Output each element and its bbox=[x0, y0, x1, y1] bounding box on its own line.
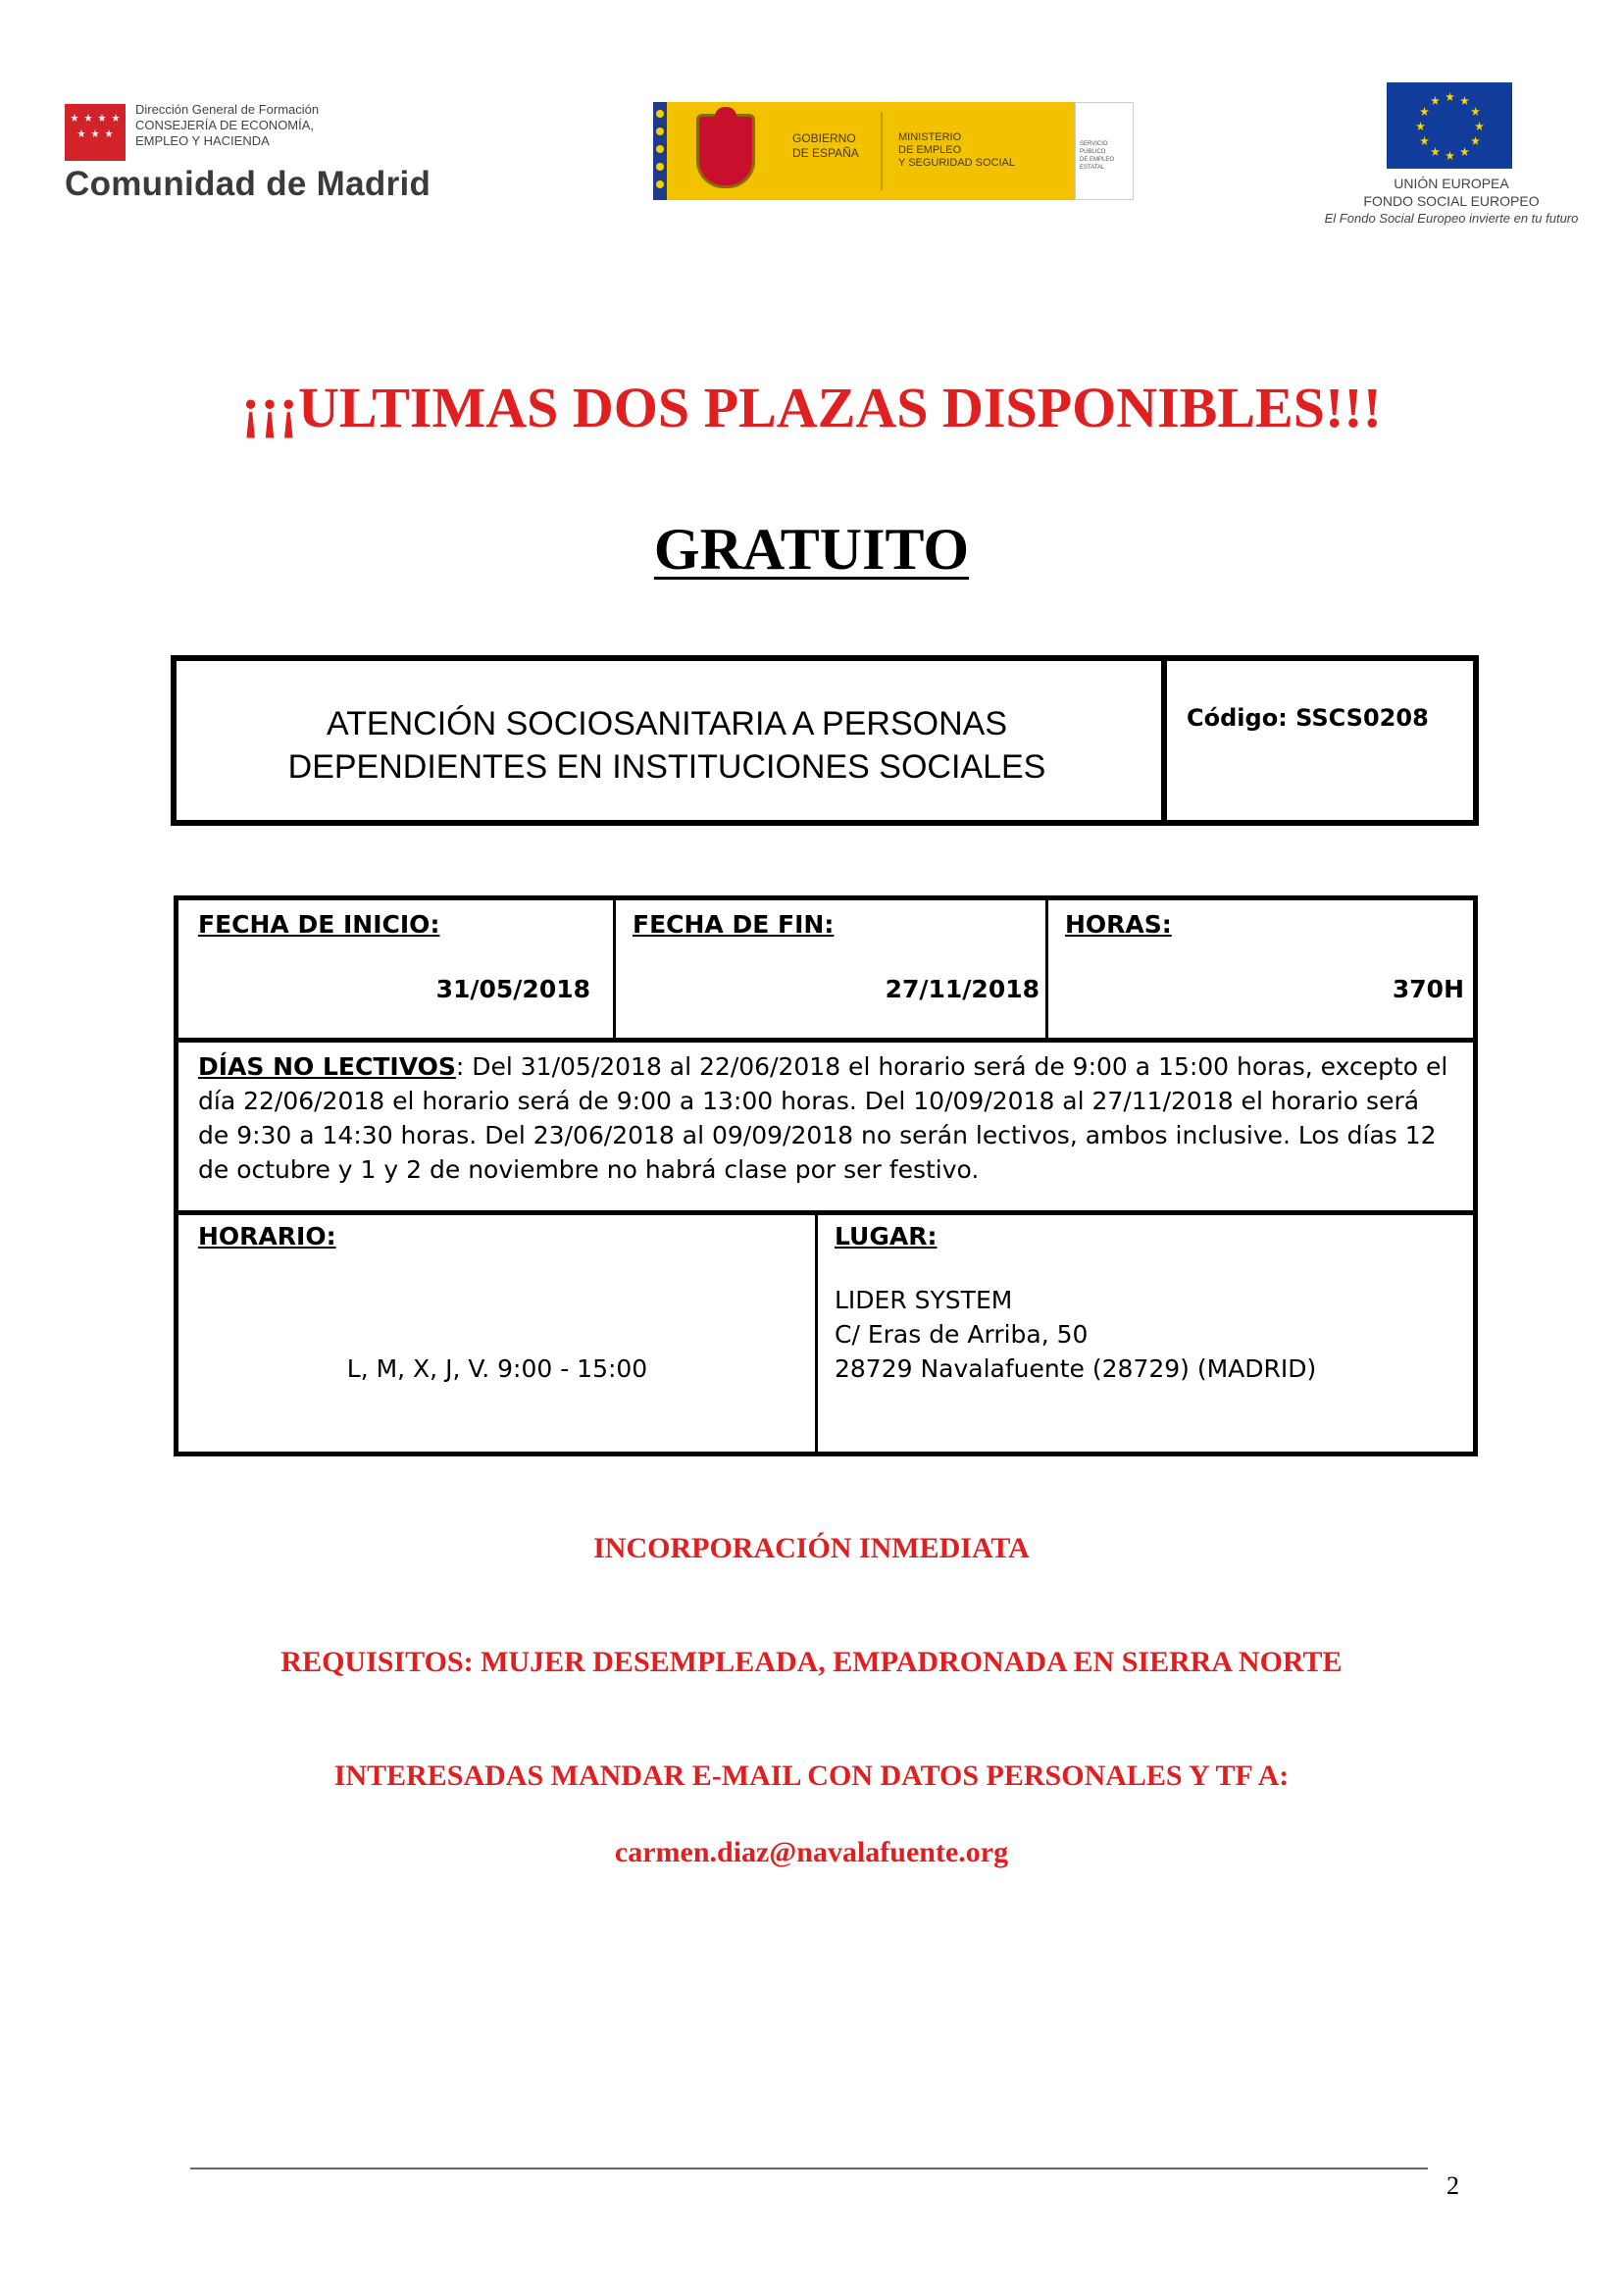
madrid-line-1: Dirección General de Formación bbox=[135, 102, 320, 117]
gobierno-banner bbox=[667, 102, 1075, 200]
spain-coat-of-arms-icon bbox=[696, 114, 755, 188]
immediate-notice: INCORPORACIÓN INMEDIATA bbox=[593, 1532, 1030, 1564]
eu-text bbox=[1304, 175, 1598, 228]
headline: ¡¡¡ULTIMAS DOS PLAZAS DISPONIBLES!!! bbox=[241, 376, 1382, 439]
madrid-line-3: EMPLEO Y HACIENDA bbox=[135, 133, 270, 148]
comunidad-madrid-logo bbox=[65, 102, 457, 210]
course-divider bbox=[1161, 661, 1167, 820]
gobierno-stripe bbox=[653, 102, 667, 200]
end-date-label: FECHA DE FIN: bbox=[633, 910, 835, 939]
place-label: LUGAR: bbox=[835, 1222, 938, 1250]
ministry-line-2: DE EMPLEO bbox=[898, 144, 962, 156]
non-teaching-label: DÍAS NO LECTIVOS bbox=[198, 1052, 456, 1081]
eu-slogan: El Fondo Social Europeo invierte en tu futuro bbox=[1324, 211, 1579, 226]
sepe-line-2: DE EMPLEO ESTATAL bbox=[1080, 157, 1115, 171]
footer-rule bbox=[190, 2168, 1428, 2169]
madrid-name: Comunidad de Madrid bbox=[65, 165, 431, 203]
sepe-text bbox=[1080, 140, 1133, 172]
requirements-notice: REQUISITOS: MUJER DESEMPLEADA, EMPADRONADA EN SIERRA NORTE bbox=[280, 1646, 1343, 1678]
end-date-value: 27/11/2018 bbox=[885, 975, 1040, 1003]
eu-line-2: FONDO SOCIAL EUROPEO bbox=[1363, 193, 1540, 209]
ministry-line-3: Y SEGURIDAD SOCIAL bbox=[898, 157, 1015, 169]
place-line-3: 28729 Navalafuente (28729) (MADRID) bbox=[835, 1354, 1317, 1383]
gobierno-text bbox=[792, 131, 859, 161]
madrid-line-2: CONSEJERÍA DE ECONOMÍA, bbox=[135, 118, 315, 132]
course-code: Código: SSCS0208 bbox=[1187, 704, 1429, 732]
eu-flag-icon bbox=[1387, 82, 1512, 169]
ministry-line-1: MINISTERIO bbox=[898, 131, 962, 143]
place-line-1: LIDER SYSTEM bbox=[835, 1286, 1013, 1314]
gobierno-line-2: DE ESPAÑA bbox=[792, 146, 859, 160]
gobierno-espana-logo bbox=[653, 102, 1134, 200]
hours-value: 370H bbox=[1392, 975, 1464, 1003]
start-date-value: 31/05/2018 bbox=[435, 975, 590, 1003]
hours-label: HORAS: bbox=[1065, 910, 1172, 939]
divider bbox=[613, 900, 616, 1038]
contact-email-link[interactable]: carmen.diaz@navalafuente.org bbox=[614, 1836, 1009, 1868]
gobierno-divider bbox=[881, 112, 883, 190]
non-teaching-text: : Del 31/05/2018 al 22/06/2018 el horario será de 9:00 a 15:00 horas, excepto el día 22/06/2018 el horario será de 9:00 a 13:00 horas. Del 10/09/2018 al 27/11/2018 el horario será de 9:30 a 14:30 horas. Del 23/06/2018 al 09/09/2018 no serán lectivos, ambos inclusive. Los días 12 de octubre y 1 y 2 de noviembre no habrá clase por ser festivo. bbox=[198, 1052, 1448, 1184]
divider bbox=[178, 1038, 1473, 1043]
eu-line-1: UNIÓN EUROPEA bbox=[1394, 176, 1509, 191]
sepe-line-1: SERVICIO PÚBLICO bbox=[1080, 141, 1108, 155]
course-title bbox=[177, 702, 1157, 789]
schedule-label: HORARIO: bbox=[198, 1222, 336, 1250]
madrid-department-text bbox=[135, 102, 319, 149]
subheadline-text: GRATUITO bbox=[653, 517, 970, 582]
course-box bbox=[171, 655, 1479, 826]
start-date-label: FECHA DE INICIO: bbox=[198, 910, 440, 939]
course-title-line-2: DEPENDIENTES EN INSTITUCIONES SOCIALES bbox=[287, 748, 1046, 786]
schedule-value: L, M, X, J, V. 9:00 - 15:00 bbox=[346, 1354, 648, 1383]
place-address bbox=[835, 1283, 1462, 1386]
madrid-flag-icon bbox=[65, 104, 126, 161]
sepe-box bbox=[1075, 102, 1134, 200]
course-details-table bbox=[174, 895, 1478, 1456]
union-europea-logo bbox=[1304, 82, 1598, 239]
place-line-2: C/ Eras de Arriba, 50 bbox=[835, 1320, 1089, 1349]
gobierno-line-1: GOBIERNO bbox=[792, 131, 856, 145]
subheadline bbox=[0, 516, 1623, 584]
non-teaching-days bbox=[198, 1049, 1453, 1187]
divider bbox=[815, 1210, 818, 1456]
ministry-text bbox=[898, 131, 1015, 170]
page-number: 2 bbox=[1446, 2171, 1459, 2200]
divider bbox=[1045, 900, 1048, 1038]
divider bbox=[178, 1210, 1473, 1215]
course-title-line-1: ATENCIÓN SOCIOSANITARIA A PERSONAS bbox=[326, 705, 1007, 742]
contact-notice: INTERESADAS MANDAR E-MAIL CON DATOS PERSONALES Y TF A: bbox=[333, 1760, 1290, 1792]
